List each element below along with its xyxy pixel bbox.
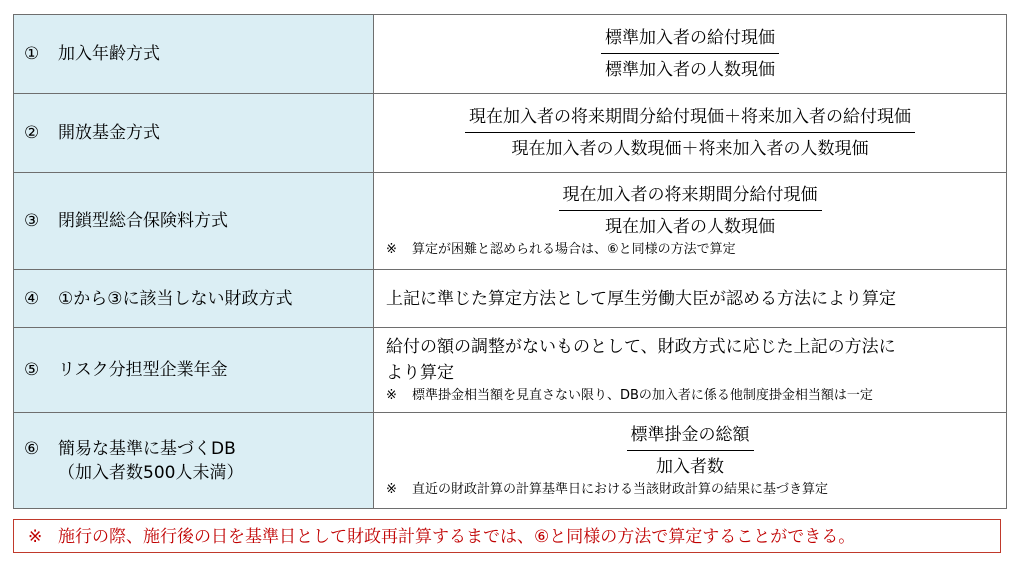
method-label-cell [14,328,374,413]
calculation-text: 上記に準じた算定方法として厚生労働大臣が認める方法により算定 [386,288,896,309]
method-sublabel: （加入者数500人未満） [58,462,244,483]
calculation-cell [374,94,1007,173]
row-number: ⑥ [24,438,40,459]
footer-note-text: 施行の際、施行後の日を基準日として財政再計算するまでは、⑥と同様の方法で算定することができる。 [58,527,856,547]
denominator: 現在加入者の人数現価＋将来加入者の人数現価 [465,132,915,162]
method-label-cell [14,173,374,270]
note [374,480,1006,500]
note-text: 標準掛金相当額を見直さない限り、DBの加入者に係る他制度掛金相当額は一定 [412,388,873,403]
row-number: ⑤ [24,360,40,380]
row-number: ② [24,123,40,143]
method-label: 閉鎖型総合保険料方式 [58,211,228,231]
table-row [14,15,1007,94]
calculation-text-line2: より算定 [386,363,454,383]
note-text: 直近の財政計算の計算基準日における当該財政計算の結果に基づき算定 [412,481,829,497]
fraction [559,182,822,240]
table-row [14,270,1007,328]
method-label-cell [14,94,374,173]
note [374,386,1006,406]
financing-method-table [13,14,1007,509]
denominator: 現在加入者の人数現価 [559,210,822,240]
method-label: ①から③に該当しない財政方式 [58,288,293,309]
row-number: ④ [24,288,40,309]
calculation-cell [374,328,1007,413]
note-mark: ※ [386,388,397,403]
method-label: リスク分担型企業年金 [58,360,228,380]
denominator: 加入者数 [627,450,754,480]
method-label: 加入年齢方式 [58,44,160,64]
method-label: 簡易な基準に基づくDB [58,438,236,459]
table-row [14,94,1007,173]
calculation-text-line1: 給付の額の調整がないものとして、財政方式に応じた上記の方法に [386,337,896,357]
row-number: ③ [24,211,40,231]
table-row [14,413,1007,509]
fraction [627,422,754,480]
calculation-cell [374,173,1007,270]
footer-note-mark: ※ [28,527,43,547]
numerator: 現在加入者の将来期間分給付現価＋将来加入者の給付現価 [469,107,911,127]
note-text: 算定が困難と認められる場合は、⑥と同様の方法で算定 [412,242,736,257]
table-row [14,328,1007,413]
numerator: 標準加入者の給付現価 [605,28,775,48]
method-label: 開放基金方式 [58,123,160,143]
method-label-cell [14,413,374,509]
row-number: ① [24,44,40,64]
note-mark: ※ [386,481,397,497]
table-row [14,173,1007,270]
numerator: 現在加入者の将来期間分給付現価 [562,185,818,205]
method-label-cell [14,15,374,94]
fraction [465,104,915,162]
calculation-cell [374,270,1007,328]
note [374,240,1006,260]
fraction [601,25,779,83]
method-label-cell [14,270,374,328]
denominator: 標準加入者の人数現価 [601,53,779,83]
numerator: 標準掛金の総額 [630,424,750,445]
note-mark: ※ [386,242,397,257]
footer-note [13,519,1001,553]
calculation-cell [374,15,1007,94]
calculation-cell [374,413,1007,509]
